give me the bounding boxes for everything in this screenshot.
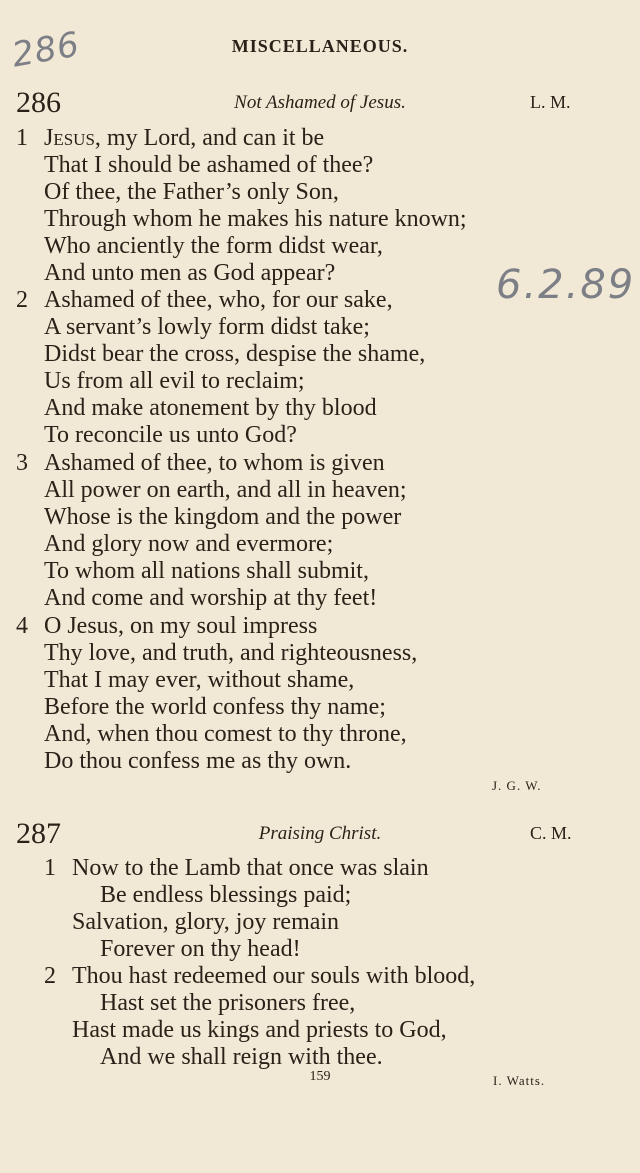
verse-line: To whom all nations shall submit,: [44, 558, 369, 584]
hymn-title: Praising Christ.: [258, 823, 382, 844]
verse-line: Now to the Lamb that once was slain: [72, 855, 429, 881]
running-head: MISCELLANEOUS.: [231, 36, 409, 56]
stanza-number: 2: [44, 963, 56, 989]
hymn-number: 286: [16, 86, 61, 119]
hymn-286-header: [0, 86, 640, 119]
verse-line: Thou hast redeemed our souls with blood,: [72, 963, 476, 989]
verse-line: All power on earth, and all in heaven;: [44, 477, 407, 503]
verse-line: Forever on thy head!: [100, 936, 301, 962]
verse-line: And make atonement by thy blood: [44, 395, 377, 421]
first-word: Jesus: [44, 125, 95, 151]
verse-line: Do thou confess me as thy own.: [44, 748, 352, 774]
pencil-annotation-date: 6.2.89: [496, 262, 636, 308]
verse-line: Thy love, and truth, and righteousness,: [44, 640, 418, 666]
stanza-number: 1: [16, 125, 28, 151]
hymn-author: I. Watts.: [493, 1073, 546, 1088]
hymn-author: J. G. W.: [492, 778, 542, 793]
verse-line: Salvation, glory, joy remain: [72, 909, 340, 935]
verse-line: And, when thou comest to thy throne,: [44, 721, 407, 747]
hymn-title: Not Ashamed of Jesus.: [234, 92, 406, 113]
stanza-number: 2: [16, 287, 28, 313]
verse-line: Ashamed of thee, to whom is given: [44, 450, 385, 476]
verse-line: And glory now and evermore;: [44, 531, 334, 557]
verse-line: And unto men as God appear?: [44, 260, 336, 286]
verse-line: To reconcile us unto God?: [44, 422, 297, 448]
verse-line: Jesus, my Lord, and can it be: [44, 125, 325, 151]
verse-line: That I should be ashamed of thee?: [44, 152, 374, 178]
verse-line: Hast made us kings and priests to God,: [72, 1017, 447, 1043]
verse-line: Whose is the kingdom and the power: [44, 504, 402, 530]
stanza-number: 3: [16, 450, 28, 476]
pencil-annotation-top: 286: [9, 24, 83, 76]
page-number: 159: [309, 1069, 331, 1084]
hymn-287-header: [0, 817, 640, 850]
hymn-number: 287: [16, 817, 61, 850]
verse-line: And we shall reign with thee.: [100, 1044, 383, 1070]
verse-line: Of thee, the Father’s only Son,: [44, 179, 339, 205]
verse-line: Hast set the prisoners free,: [100, 990, 356, 1016]
verse-line: Through whom he makes his nature known;: [44, 206, 467, 232]
stanza-number: 4: [16, 613, 28, 639]
verse-line: Us from all evil to reclaim;: [44, 368, 305, 394]
verse-line: Before the world confess thy name;: [44, 694, 386, 720]
verse-line: A servant’s lowly form didst take;: [44, 314, 370, 340]
verse-line: Didst bear the cross, despise the shame,: [44, 341, 426, 367]
verse-line: O Jesus, on my soul impress: [44, 613, 318, 639]
hymn-meter: L. M.: [530, 92, 571, 112]
stanza-number: 1: [44, 855, 56, 881]
verse-line: Be endless blessings paid;: [100, 882, 352, 908]
verse-line: Who anciently the form didst wear,: [44, 233, 383, 259]
hymn-meter: C. M.: [530, 823, 572, 843]
verse-line: That I may ever, without shame,: [44, 667, 355, 693]
verse-line: Ashamed of thee, who, for our sake,: [44, 287, 393, 313]
verse-line: And come and worship at thy feet!: [44, 585, 378, 611]
